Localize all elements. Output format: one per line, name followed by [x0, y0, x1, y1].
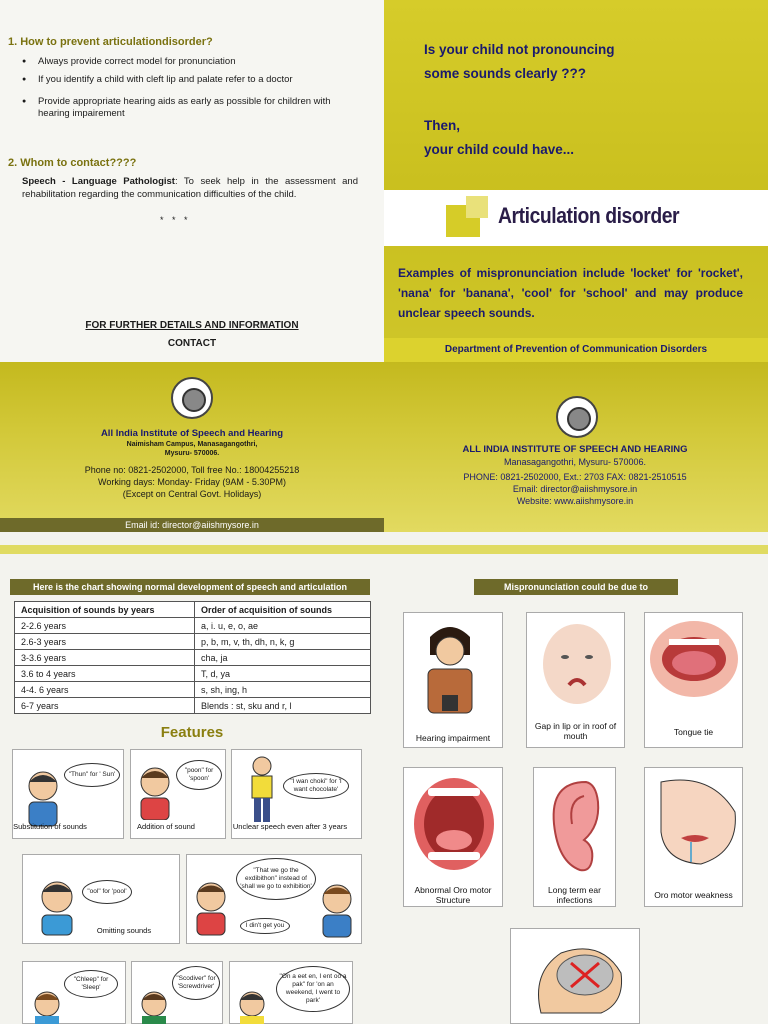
table-cell: p, b, m, v, th, dh, n, k, g	[195, 634, 371, 650]
slp-paragraph	[22, 175, 358, 201]
table-header-row	[15, 602, 371, 618]
address-line: Mysuru- 570006.	[164, 450, 220, 457]
features-title: Features	[160, 724, 224, 741]
table-row	[15, 618, 371, 634]
oro-motor-weakness-icon	[651, 772, 741, 872]
table-cell: 3.6 to 4 years	[15, 666, 195, 682]
list-item: ● Always provide correct model for pronunciation	[22, 56, 362, 68]
slp-text: : To seek help in the assessment and rehabilitation regarding the communication difficulties of the child.	[22, 176, 358, 200]
table-cell: 2-2.6 years	[15, 618, 195, 634]
examples-text: Examples of mispronunciation include 'locket' for 'rocket', 'nana' for 'banana', 'cool' for 'school' and may produce unclear speech sounds.	[398, 266, 743, 320]
institute-name: All India Institute of Speech and Hearing	[100, 428, 284, 439]
page-title: Articulation disorder	[498, 203, 680, 228]
table-cell: T, d, ya	[195, 666, 371, 682]
table-row	[15, 666, 371, 682]
prevent-heading: 1. How to prevent articulationdisorder?	[8, 36, 213, 48]
column-header: Order of acquisition of sounds	[195, 602, 371, 618]
address-right	[390, 444, 760, 507]
contact-heading: 2. Whom to contact????	[8, 157, 137, 169]
hearing-impaired-child-icon	[416, 619, 486, 719]
child-illustration-icon	[135, 764, 175, 820]
feature-caption: Unclear speech even after 3 years	[232, 822, 348, 831]
cover-then	[424, 114, 754, 162]
prevent-list	[22, 56, 362, 126]
speech-bubble: "On a eet en, I ent oo a pak" for 'on an weekend, I went to park'	[276, 966, 350, 1012]
institute-emblem-icon	[556, 396, 598, 438]
table-cell: s, sh, ing, h	[195, 682, 371, 698]
table-cell: Blends : st, sku and r, l	[195, 698, 371, 714]
chart-header: Here is the chart showing normal development of speech and articulation	[10, 579, 370, 595]
list-item: ● If you identify a child with cleft lip and palate refer to a doctor	[22, 74, 362, 86]
cause-panel	[403, 612, 503, 748]
child-illustration-icon	[35, 877, 81, 937]
cover-question-line: Is your child not pronouncing	[424, 42, 615, 57]
child-illustration-icon	[191, 877, 231, 937]
phone-text: Phone no: 0821-2502000, Toll free No.: 18004255218	[84, 465, 300, 475]
cause-caption: Oro motor weakness	[654, 890, 733, 900]
phone-text: PHONE: 0821-2502000, Ext.: 2703 FAX: 0821-2510515	[463, 472, 687, 482]
list-item: ● Provide appropriate hearing aids as early as possible for children with hearing impairement	[22, 96, 362, 120]
institute-emblem-icon	[171, 377, 213, 419]
child-illustration-icon	[317, 879, 357, 939]
feature-caption: Omitting sounds	[96, 926, 152, 935]
contact-label: CONTACT	[167, 338, 217, 349]
child-illustration-icon	[27, 986, 67, 1024]
speech-bubble: "Scodiver" for 'Screwdriver'	[172, 966, 220, 1000]
cause-caption: Hearing impairment	[415, 733, 491, 743]
child-illustration-icon	[232, 986, 272, 1024]
speech-bubble: "That we go the exdibithon" instead of 'shall we go to exhibition'	[236, 858, 316, 900]
speech-bubble: "poon" for 'spoon'	[176, 760, 222, 790]
address-left	[10, 428, 374, 500]
cause-caption: Tongue tie	[673, 727, 714, 737]
column-header: Acquisition of sounds by years	[15, 602, 195, 618]
speech-bubble: "Chleep" for 'Sleep'	[64, 970, 118, 998]
cause-caption: Gap in lip or in roof of mouth	[534, 721, 617, 741]
cover-then-line: Then,	[424, 118, 460, 133]
further-details: FOR FURTHER DETAILS AND INFORMATION	[85, 320, 299, 331]
oral-structure-icon	[412, 774, 496, 874]
tongue-tie-icon	[649, 619, 739, 699]
development-table	[14, 601, 371, 714]
table-cell: 4-4. 6 years	[15, 682, 195, 698]
child-illustration-icon	[242, 754, 282, 826]
slp-label: Speech - Language Pathologist	[22, 176, 175, 187]
table-row	[15, 682, 371, 698]
cover-question-line: some sounds clearly ???	[424, 66, 587, 81]
page-divider	[0, 545, 768, 554]
address-line: Manasagangothri, Mysuru- 570006.	[503, 457, 647, 467]
table-cell: 3-3.6 years	[15, 650, 195, 666]
speech-bubble: "Thun" for ' Sun'	[64, 763, 120, 787]
table-row	[15, 698, 371, 714]
ear-icon	[546, 776, 606, 876]
speech-bubble: "ool" for 'pool'	[82, 880, 132, 904]
cover-question	[424, 38, 754, 86]
child-illustration-icon	[134, 986, 174, 1024]
cause-panel	[510, 928, 640, 1024]
feature-caption: Addition of sound	[137, 822, 195, 831]
causes-header: Mispronunciation could be due to	[474, 579, 678, 595]
holiday-text: (Except on Central Govt. Holidays)	[122, 489, 262, 499]
cause-caption: Long term ear infections	[548, 885, 601, 905]
speech-bubble: I din't get you	[240, 918, 290, 934]
table-cell: cha, ja	[195, 650, 371, 666]
cover-then-line: your child could have...	[424, 142, 575, 157]
cause-panel	[644, 767, 743, 907]
table-row	[15, 650, 371, 666]
child-illustration-icon	[23, 768, 63, 828]
cause-caption: Abnormal Oro motor Structure	[414, 885, 492, 905]
table-cell: 6-7 years	[15, 698, 195, 714]
separator-stars: * * *	[160, 215, 191, 225]
website-text: Website: www.aiishmysore.in	[516, 496, 634, 506]
address-line: Naimisham Campus, Manasagangothri,	[126, 441, 258, 448]
department-name: Department of Prevention of Communication Disorders	[444, 344, 708, 355]
cleft-lip-baby-icon	[537, 619, 617, 709]
institute-name: ALL INDIA INSTITUTE OF SPEECH AND HEARING	[462, 444, 688, 455]
email-text: Email: director@aiishmysore.in	[512, 484, 638, 494]
brain-icon	[521, 933, 631, 1023]
email-bar: Email id: director@aiishmysore.in	[0, 518, 384, 532]
square-decoration	[466, 196, 488, 218]
table-cell: a, i. u, e, o, ae	[195, 618, 371, 634]
feature-caption: Substitution of sounds	[13, 822, 87, 831]
table-row	[15, 634, 371, 650]
table-cell: 2.6-3 years	[15, 634, 195, 650]
speech-bubble: "I wan choki" for 'I want chocolate'	[283, 773, 349, 799]
hours-text: Working days: Monday- Friday (9AM - 5.30PM)	[98, 477, 286, 487]
